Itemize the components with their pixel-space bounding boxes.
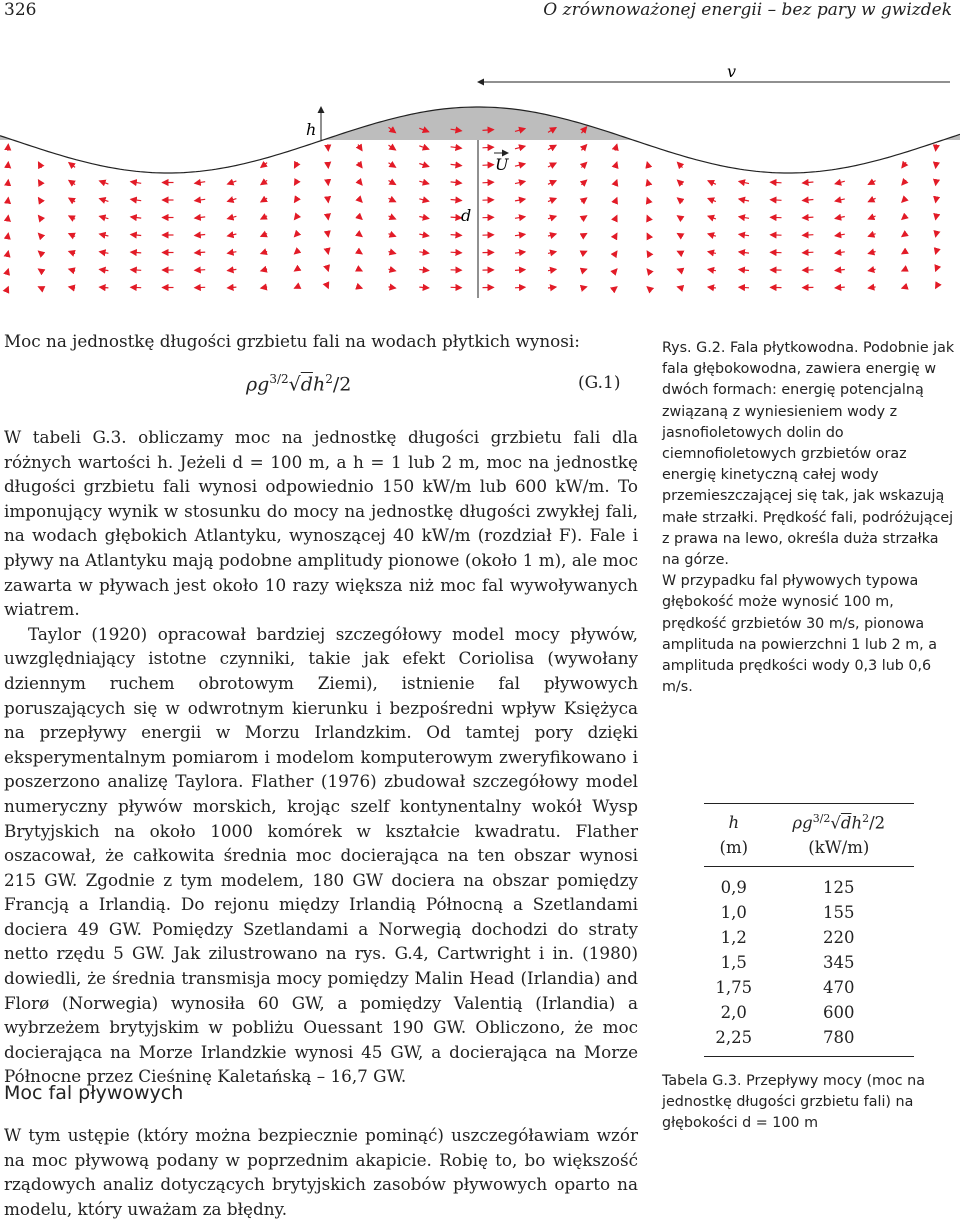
table-caption-text: Tabela G.3. Przepływy mocy (moc na jednostkę długości grzbietu fali) na głębokości d = 100 m: [662, 1071, 956, 1135]
velocity-arrow: [8, 198, 9, 203]
velocity-arrow: [771, 200, 782, 201]
velocity-arrow: [483, 182, 494, 183]
figure-caption: [662, 338, 956, 698]
velocity-arrow: [100, 269, 109, 270]
velocity-arrow: [328, 287, 329, 288]
velocity-arrow: [328, 269, 329, 271]
velocity-arrow: [228, 252, 237, 254]
velocity-arrow: [451, 147, 462, 148]
label-v: v: [727, 62, 736, 81]
velocity-arrow: [902, 180, 906, 185]
velocity-arrow: [419, 217, 428, 219]
formula-h: h: [313, 373, 325, 395]
velocity-arrow: [936, 144, 937, 150]
velocity-arrow: [100, 287, 109, 288]
intro-text: [4, 329, 638, 354]
velocity-arrow: [451, 164, 462, 165]
velocity-arrow: [678, 251, 683, 253]
velocity-arrow: [835, 234, 845, 236]
table-cell-power: 345: [764, 950, 914, 975]
velocity-arrow: [902, 234, 906, 237]
velocity-arrow: [515, 181, 525, 183]
velocity-arrow: [261, 287, 267, 288]
velocity-arrow: [483, 147, 494, 148]
velocity-arrow: [451, 200, 462, 201]
section-text: [4, 1123, 638, 1221]
body-text: [4, 425, 638, 1089]
velocity-arrow: [100, 252, 109, 254]
velocity-arrow: [708, 198, 716, 201]
velocity-arrow: [739, 252, 749, 253]
velocity-arrow: [39, 287, 42, 288]
caption-figure-g2: Rys. G.2. Fala płytkowodna. Podobnie jak fala głębokowodna, zawiera energię w dwóch formach: energię potencjalną związaną z wyniesieniem wody z jasnofioletowych dolin do ciemnofioletowych grzbietów oraz energię kinetyczną całej wody przemieszczającej się tak, jak wskazują małe strzałki. Prędkość fali, podróżującej z prawa na lewo, określa duża strzałka na górze.: [662, 338, 956, 571]
table-cell-h: 1,5: [704, 950, 764, 975]
table-col1-unit: (m): [704, 835, 764, 867]
velocity-arrow: [615, 162, 617, 168]
velocity-arrow: [803, 252, 814, 253]
velocity-arrow: [39, 180, 42, 185]
velocity-arrow: [615, 216, 617, 220]
velocity-arrow: [228, 269, 237, 270]
velocity-arrow: [835, 217, 845, 219]
velocity-arrow: [803, 235, 814, 236]
velocity-arrow: [678, 287, 683, 288]
velocity-arrow: [548, 216, 556, 219]
table-cell-power: 220: [764, 925, 914, 950]
table-cell-h: 2,0: [704, 1000, 764, 1025]
velocity-arrow: [678, 162, 683, 167]
velocity-arrow: [936, 180, 937, 185]
velocity-arrow: [389, 234, 396, 237]
table-cell-h: 1,0: [704, 900, 764, 925]
velocity-arrow: [803, 182, 814, 183]
velocity-arrow: [358, 287, 362, 288]
velocity-arrow: [647, 180, 649, 185]
velocity-arrow: [69, 163, 75, 168]
velocity-arrow: [419, 270, 428, 271]
table-caption: [662, 1071, 956, 1135]
table-col2-unit: (kW/m): [764, 835, 914, 867]
velocity-arrow: [483, 130, 494, 131]
velocity-arrow: [615, 251, 617, 254]
velocity-arrow: [328, 233, 329, 236]
formula-exponent: 3/2: [269, 372, 288, 386]
velocity-arrow: [647, 251, 649, 254]
velocity-arrow: [548, 287, 556, 288]
velocity-arrow: [708, 252, 716, 254]
velocity-arrow: [708, 216, 716, 219]
velocity-arrow: [708, 234, 716, 236]
velocity-arrow: [548, 145, 556, 149]
velocity-arrow: [451, 252, 462, 253]
velocity-arrow: [389, 163, 396, 167]
velocity-arrow: [803, 200, 814, 201]
power-table: [704, 803, 914, 1057]
velocity-arrow: [739, 270, 749, 271]
velocity-arrow: [902, 287, 906, 288]
equation-number: (G.1): [578, 373, 620, 393]
velocity-arrow: [581, 198, 586, 202]
velocity-arrow: [328, 198, 329, 203]
velocity-arrow: [615, 180, 617, 185]
velocity-arrow: [936, 287, 937, 288]
velocity-arrow: [195, 182, 205, 184]
velocity-arrow: [295, 162, 298, 168]
velocity-arrow: [389, 145, 396, 150]
velocity-arrow: [69, 234, 75, 237]
velocity-arrow: [739, 234, 749, 235]
velocity-arrow: [261, 216, 267, 219]
velocity-arrow: [419, 146, 428, 149]
velocity-arrow: [581, 234, 586, 237]
velocity-arrow: [678, 269, 683, 271]
velocity-arrow: [8, 269, 9, 271]
velocity-arrow: [131, 182, 141, 184]
velocity-arrow: [739, 199, 749, 201]
velocity-arrow: [515, 270, 525, 271]
table-cell-power: 470: [764, 975, 914, 1000]
velocity-arrow: [708, 181, 716, 185]
velocity-arrow: [389, 269, 396, 271]
velocity-arrow: [131, 199, 141, 200]
velocity-arrow: [647, 216, 649, 220]
velocity-arrow: [615, 269, 617, 271]
velocity-arrow: [39, 198, 42, 202]
velocity-arrow: [868, 287, 875, 288]
velocity-arrow: [615, 198, 617, 202]
wave-figure: [0, 30, 960, 310]
velocity-arrow: [868, 198, 875, 201]
velocity-arrow: [195, 235, 205, 236]
velocity-arrow: [69, 251, 75, 253]
velocity-arrow: [515, 217, 525, 219]
velocity-arrow: [39, 162, 42, 168]
page-header: [0, 0, 960, 26]
velocity-arrow: [39, 216, 42, 220]
caption-tidal-note: W przypadku fal pływowych typowa głębokość może wynosić 100 m, prędkość grzbietów 30 m/s, pionowa amplituda na powierzchni 1 lub 2 m, a amplituda prędkości wody 0,3 lub 0,6 m/s.: [662, 571, 956, 698]
velocity-arrow: [8, 216, 9, 220]
label-d: d: [461, 206, 471, 225]
velocity-arrow: [8, 233, 9, 236]
velocity-arrow: [708, 269, 716, 270]
velocity-arrow: [261, 198, 267, 202]
velocity-arrow: [548, 181, 556, 185]
table-cell-power: 600: [764, 1000, 914, 1025]
table-cell-power: 155: [764, 900, 914, 925]
velocity-arrow: [69, 216, 75, 219]
velocity-arrow: [295, 198, 298, 202]
velocity-arrow: [868, 252, 875, 254]
velocity-arrow: [902, 251, 906, 254]
velocity-arrow: [8, 162, 9, 168]
velocity-arrow: [835, 199, 845, 201]
velocity-arrow: [647, 233, 649, 236]
formula-h-exponent: 2: [325, 372, 333, 386]
velocity-arrow: [228, 216, 237, 218]
velocity-arrow: [195, 199, 205, 200]
velocity-arrow: [835, 287, 845, 288]
paragraph-1: W tabeli G.3. obliczamy moc na jednostkę długości grzbietu fali dla różnych wartości h. Jeżeli d = 100 m, a h = 1 lub 2 m, moc na jednostkę długości grzbietu fali wynosi odpowiednio 150 kW/m lub 600 kW/m. To imponujący wynik w stosunku do mocy na jednostkę długości zwykłej fali, na wodach głębokich Atlantyku, wynoszącej 40 kW/m (rozdział F). Fale i pływy na Atlantyku mają podobne amplitudy pionowe (około 1 m), ale moc zawarta w pływach jest około 10 razy większa niż moc fal wywoływanych wiatrem.: [4, 425, 638, 622]
velocity-arrow: [389, 216, 396, 219]
table-col1-header: h: [704, 804, 764, 836]
velocity-arrow: [451, 182, 462, 183]
velocity-arrow: [8, 251, 9, 254]
velocity-arrow: [868, 216, 875, 219]
velocity-arrow: [615, 233, 617, 236]
velocity-arrow: [8, 180, 9, 185]
section-title: Moc fal pływowych: [4, 1082, 183, 1104]
velocity-arrow: [581, 145, 586, 151]
velocity-arrow: [835, 181, 845, 184]
velocity-arrow: [483, 165, 494, 166]
velocity-arrow: [936, 233, 937, 236]
velocity-arrow: [328, 144, 329, 150]
velocity-arrow: [868, 269, 875, 271]
velocity-arrow: [548, 269, 556, 270]
velocity-arrow: [739, 181, 749, 183]
velocity-arrow: [295, 287, 298, 288]
table-cell-h: 2,25: [704, 1025, 764, 1057]
velocity-arrow: [419, 287, 428, 288]
velocity-arrow: [358, 251, 362, 254]
velocity-arrow: [131, 270, 141, 271]
velocity-arrow: [581, 287, 586, 288]
velocity-arrow: [515, 146, 525, 149]
running-title: O zrównoważonej energii – bez pary w gwizdek: [543, 0, 952, 20]
velocity-arrow: [419, 199, 428, 201]
paragraph-3: W tym ustępie (który można bezpiecznie pominąć) uszczegóławiam wzór na moc pływową podany w poprzednim akapicie. Robię to, bo większość rządowych analiz dotyczących brytyjskich zasobów pływowych oparto na modelu, który uważam za błędny.: [4, 1123, 638, 1221]
velocity-arrow: [419, 164, 428, 167]
velocity-arrow: [131, 235, 141, 236]
velocity-arrow: [419, 234, 428, 236]
velocity-arrow: [39, 233, 42, 236]
page-number: 326: [4, 0, 36, 20]
velocity-arrow: [358, 180, 362, 185]
velocity-arrow: [69, 198, 75, 202]
velocity-arrow: [581, 251, 586, 253]
velocity-arrow: [389, 252, 396, 254]
intro-paragraph: Moc na jednostkę długości grzbietu fali na wodach płytkich wynosi:: [4, 329, 638, 354]
velocity-arrow: [615, 144, 617, 150]
velocity-arrow: [100, 216, 109, 218]
velocity-arrow: [515, 234, 525, 235]
formula-g1: $\rho g^{3/2}√dh^2/2$: [246, 372, 351, 395]
velocity-arrow: [39, 269, 42, 271]
velocity-arrow: [39, 251, 42, 254]
formula-rho-g: ρg: [246, 373, 269, 395]
velocity-arrow: [647, 269, 649, 271]
velocity-arrow: [581, 269, 586, 271]
velocity-arrow: [451, 217, 462, 218]
velocity-arrow: [515, 287, 525, 288]
velocity-arrow: [548, 252, 556, 254]
velocity-arrow: [678, 216, 683, 219]
velocity-arrow: [581, 180, 586, 185]
velocity-arrow: [419, 181, 428, 184]
velocity-arrow: [295, 269, 298, 271]
wave-crest-fill: [0, 107, 960, 140]
velocity-arrow: [261, 234, 267, 237]
velocity-arrow: [295, 233, 298, 236]
velocity-arrow: [328, 216, 329, 220]
velocity-arrow: [868, 181, 875, 185]
velocity-arrow: [358, 145, 362, 151]
velocity-arrow: [100, 181, 109, 184]
velocity-arrow: [358, 234, 362, 237]
velocity-arrow: [647, 162, 649, 168]
velocity-arrow: [548, 198, 556, 201]
velocity-arrow: [358, 198, 362, 202]
velocity-arrow: [515, 199, 525, 201]
label-h: h: [306, 120, 316, 139]
velocity-arrow: [936, 162, 937, 168]
velocity-arrow: [739, 217, 749, 219]
velocity-arrow: [261, 180, 267, 184]
velocity-arrow: [228, 181, 237, 184]
velocity-arrow: [389, 181, 396, 185]
velocity-arrow: [228, 234, 237, 236]
table-cell-h: 0,9: [704, 867, 764, 901]
velocity-arrow: [739, 287, 749, 288]
velocity-arrow: [69, 180, 75, 184]
velocity-arrow: [647, 198, 649, 202]
label-u: U: [495, 155, 509, 174]
velocity-arrow: [389, 198, 396, 201]
velocity-arrow: [615, 287, 617, 288]
velocity-arrow: [100, 199, 109, 202]
velocity-arrow: [678, 180, 683, 185]
velocity-arrow: [548, 163, 556, 167]
velocity-arrow: [581, 163, 586, 168]
velocity-arrow: [195, 270, 205, 271]
velocity-arrow: [228, 199, 237, 202]
table-col2-header: $\rho g^{3/2}√dh^2/2$: [764, 804, 914, 836]
velocity-arrow: [936, 198, 937, 203]
velocity-arrow: [581, 216, 586, 219]
velocity-arrow: [131, 252, 141, 253]
velocity-arrow: [419, 252, 428, 253]
velocity-arrow: [678, 198, 683, 202]
velocity-arrow: [295, 216, 298, 220]
table-cell-h: 1,2: [704, 925, 764, 950]
velocity-arrow: [328, 251, 329, 254]
table-cell-power: 780: [764, 1025, 914, 1057]
velocity-arrow: [902, 162, 906, 167]
velocity-arrow: [8, 287, 9, 288]
formula-sqrt-arg: d: [301, 373, 313, 395]
velocity-arrow: [451, 235, 462, 236]
velocity-arrow: [835, 270, 845, 271]
velocity-arrow: [261, 251, 267, 253]
velocity-arrow: [389, 287, 396, 288]
velocity-arrow: [261, 163, 267, 168]
table-cell-h: 1,75: [704, 975, 764, 1000]
velocity-arrow: [902, 216, 906, 220]
velocity-arrow: [295, 180, 298, 185]
velocity-arrow: [771, 182, 782, 183]
velocity-arrow: [708, 287, 716, 288]
table-cell-power: 125: [764, 867, 914, 901]
velocity-arrow: [195, 252, 205, 253]
velocity-arrow: [358, 162, 362, 167]
velocity-arrow: [228, 287, 237, 288]
velocity-arrow: [515, 164, 525, 166]
velocity-arrow: [358, 269, 362, 271]
velocity-arrow: [69, 269, 75, 271]
velocity-arrow: [647, 287, 649, 288]
velocity-arrow: [936, 269, 937, 271]
velocity-arrow: [902, 198, 906, 202]
velocity-arrow: [328, 180, 329, 185]
velocity-arrow: [936, 251, 937, 254]
paragraph-2: Taylor (1920) opracował bardziej szczegółowy model mocy pływów, uwzględniający istotne czynniki, takie jak efekt Coriolisa (wywołany dziennym ruchem obrotowym Ziemi), istnienie fal pływowych poruszających się w odwrotnym kierunku i bezpośredni wpływ Księżyca na przepływy energii w Morzu Irlandzkim. Od tamtej pory dzięki eksperymentalnym pomiarom i modelom komputerowym zweryfikowano i poszerzono analizę Taylora. Flather (1976) zbudował szczegółowy model numeryczny pływów morskich, krojąc szelf kontynentalny wokół Wysp Brytyjskich na około 1000 komórek w kształcie kwadratu. Flather oszacował, że całkowita średnia moc docierająca na ten obszar wynosi 215 GW. Zgodnie z tym modelem, 180 GW dociera na obszar pomiędzy Francją a Irlandią. Do rejonu między Irlandią Północną a Szetlandami dociera 49 GW. Pomiędzy Szetlandami a Norwegią dochodzi do straty netto rzędu 5 GW. Jak zilustrowano na rys. G.4, Cartwright i in. (1980) dowiedli, że średnia transmisja mocy pomiędzy Malin Head (Irlandia) and Florø (Norwegia) wynosiła 60 GW, a pomiędzy Valentią (Irlandia) a wybrzeżem brytyjskim w pobliżu Ouessant 190 GW. Obliczono, że moc docierająca na Morze Irlandzkie wynosi 45 GW, a docierająca na Morze Północne przez Cieśninę Kaletańską – 16,7 GW.: [4, 622, 638, 1089]
velocity-arrow: [295, 251, 298, 254]
velocity-arrow: [548, 234, 556, 236]
velocity-arrow: [195, 217, 205, 218]
velocity-arrow: [803, 217, 814, 218]
velocity-arrow: [358, 216, 362, 220]
velocity-arrow: [100, 234, 109, 236]
velocity-arrow: [678, 234, 683, 237]
velocity-arrow: [902, 269, 906, 271]
velocity-arrow: [8, 144, 9, 150]
formula-tail: /2: [333, 373, 352, 395]
velocity-arrow: [868, 234, 875, 237]
velocity-arrow: [328, 162, 329, 168]
velocity-arrow: [835, 252, 845, 253]
velocity-arrow: [131, 217, 141, 218]
velocity-arrow: [69, 287, 75, 288]
velocity-arrows: [8, 127, 937, 288]
velocity-arrow: [515, 252, 525, 253]
velocity-arrow: [936, 216, 937, 220]
velocity-arrow: [261, 269, 267, 271]
